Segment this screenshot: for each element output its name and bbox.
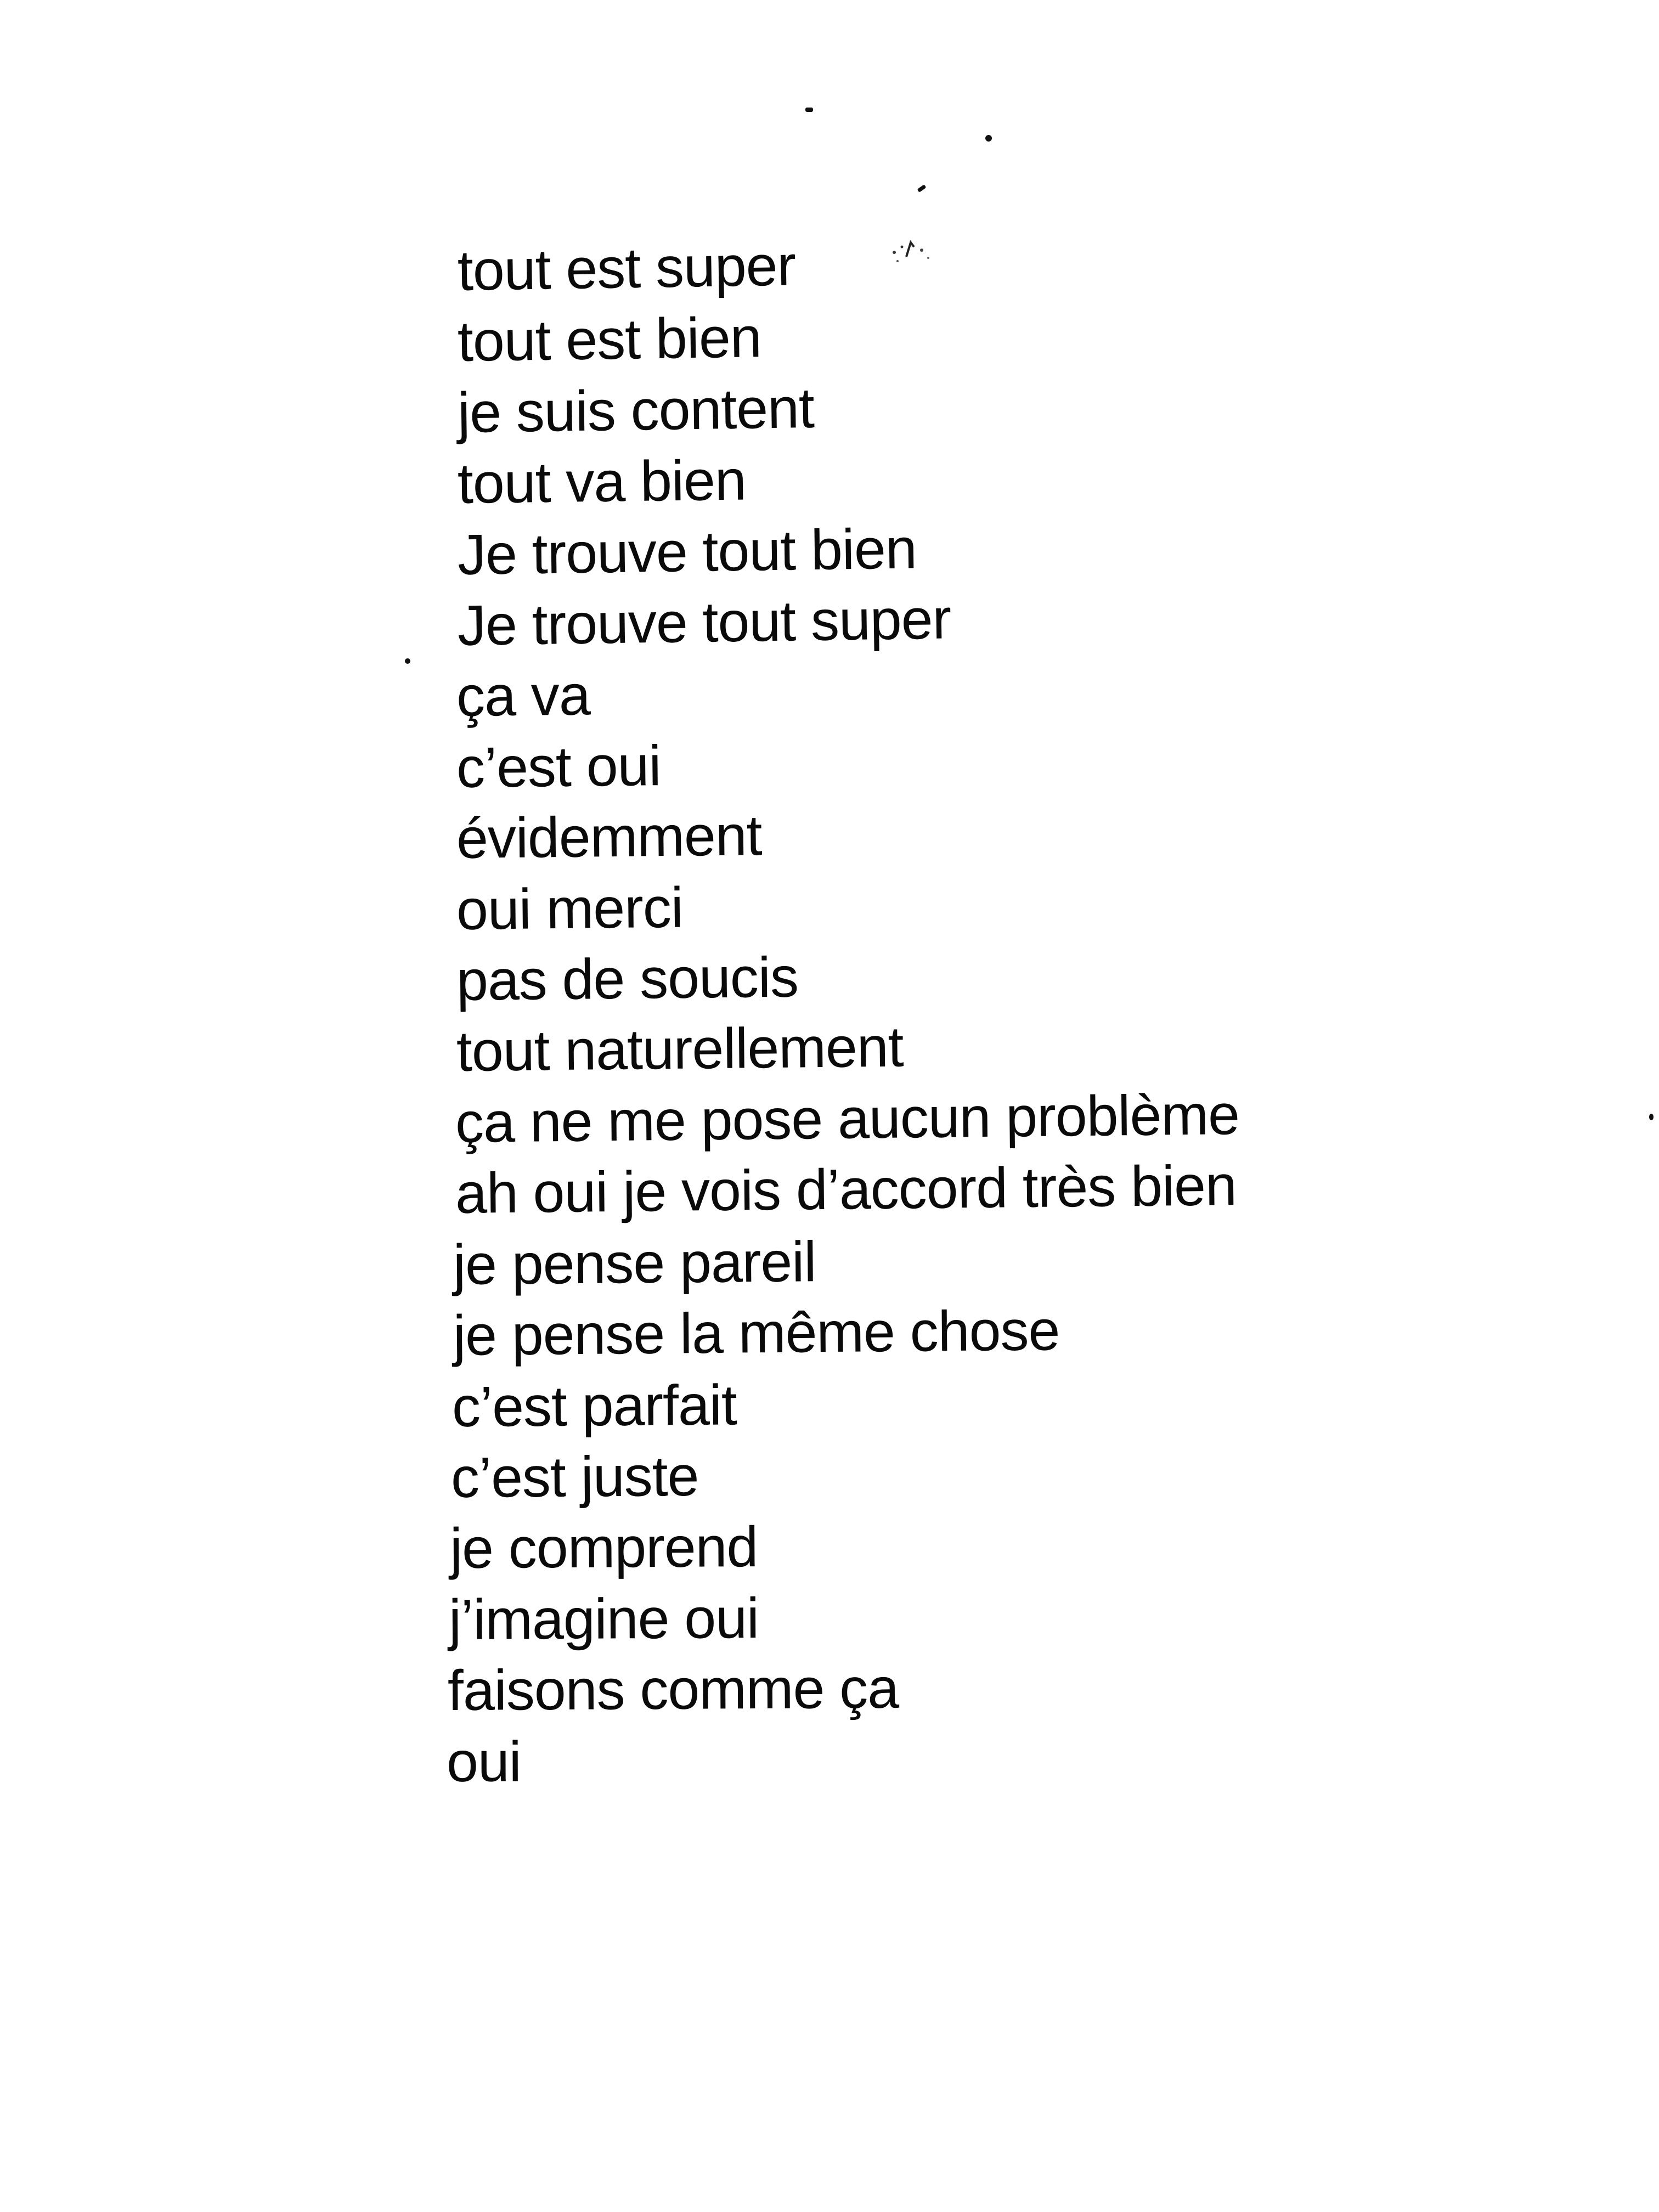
phrase-line: faisons comme ça [447,1656,899,1723]
phrase-line: ah oui je vois d’accord très bien [455,1154,1237,1226]
phrase-line: c’est parfait [452,1373,737,1439]
phrase-line: je comprend [449,1515,758,1581]
phrase-line: tout est bien [457,306,762,374]
scan-speck [805,108,813,112]
scan-speck [985,135,992,142]
phrase-line: Je trouve tout bien [457,516,917,587]
phrase-line: ça ne me pose aucun problème [455,1082,1240,1155]
scan-speck [917,184,926,193]
phrase-line: oui [446,1730,521,1794]
scan-speck [1649,1114,1654,1120]
phrase-line: je pense la même chose [453,1299,1060,1368]
phrase-line: Je trouve tout super [457,587,951,658]
phrase-line: j’imagine oui [448,1586,759,1652]
phrase-line: tout est super [457,234,796,303]
phrase-line: pas de soucis [456,945,799,1013]
phrase-line: c’est oui [456,733,662,800]
phrase-list [446,234,1602,1798]
phrase-line: c’est juste [450,1444,699,1510]
phrase-line: je suis content [457,376,815,445]
phrase-line: tout va bien [457,448,747,516]
phrase-line: tout naturellement [456,1015,904,1084]
phrase-line: je pense pareil [453,1229,816,1297]
scan-speck [405,658,410,664]
phrase-line: ça va [456,663,591,729]
phrase-line: oui merci [456,876,684,942]
phrase-line: évidemment [456,804,763,871]
